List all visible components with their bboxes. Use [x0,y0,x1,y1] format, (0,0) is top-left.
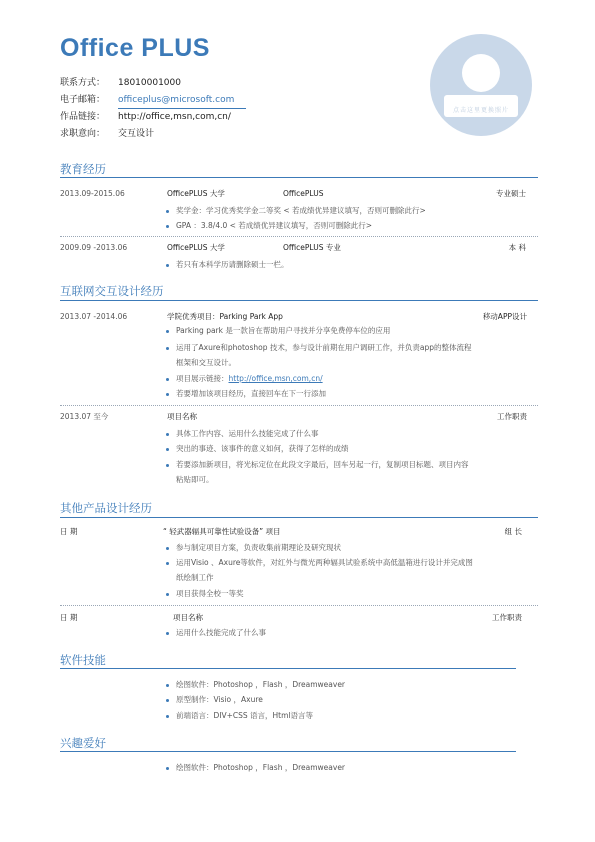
list-item: 绘图软件：Photoshop ，Flash ，Dreamweaver [166,763,345,773]
edu-major: OfficePLUS 专业 [283,243,341,252]
section-title-product: 其他产品设计经历 [60,501,152,515]
entry-divider [60,236,538,237]
list-item: 具体工作内容、运用什么技能完成了什么事 [166,429,319,439]
objective-value: 交互设计 [118,129,155,139]
email-underline [118,108,246,109]
edu-degree: 专业硕士 [496,189,526,198]
info-label: 作品链接： [60,112,106,122]
list-item: 原型制作：Visio ，Axure [166,695,263,705]
list-item: 项目获得全校一等奖 [166,589,244,599]
link-label: 项目展示链接： [176,374,229,383]
list-item-link [166,374,323,384]
list-item: 突出的事迹、该事件的意义如何，获得了怎样的成绩 [166,444,349,454]
project-role: 移动APP设计 [482,312,527,321]
avatar-head-icon [462,54,500,92]
info-row-portfolio [60,111,231,123]
info-label: 电子邮箱： [60,95,106,105]
info-label: 联系方式： [60,78,106,88]
section-title-skills: 软件技能 [60,653,106,667]
list-item: 若要添加新项目，将光标定位在此段文字最后，回车另起一行，复制项目标题、项目内容 [166,460,469,470]
section-title-education: 教育经历 [60,162,106,176]
portfolio-link[interactable]: http://office,msn,com,cn/ [118,112,231,122]
section-title-hobbies: 兴趣爱好 [60,736,106,750]
list-item-continuation: 粘贴即可。 [176,475,214,484]
edu-school: OfficePLUS 大学 [167,243,225,252]
project-name: 项目名称 [173,613,203,622]
project-date: 2013.07 至今 [60,412,109,421]
project-name: “ 轻武器辐具可靠性试验设备” 项目 [163,527,281,536]
project-role: 工作职责 [497,412,527,421]
list-item: 若只有本科学历请删除硕士一栏。 [166,260,289,270]
edu-major: OfficePLUS [283,189,324,198]
section-line [60,751,516,752]
entry-divider [60,405,538,406]
section-line [60,517,538,518]
project-name: 项目名称 [167,412,197,421]
section-line [60,300,538,301]
project-date: 日 期 [60,527,78,536]
section-title-interaction: 互联网交互设计经历 [60,284,164,298]
list-item: 参与制定项目方案，负责收集前期理论及研究现状 [166,543,341,553]
project-date: 2013.07 -2014.06 [60,312,128,321]
info-row-objective [60,128,154,140]
edu-date: 2013.09-2015.06 [60,189,125,198]
section-line [60,177,538,178]
avatar-caption: 点击这里更换照片 [452,107,509,114]
list-item: GPA ：3.8/4.0 < 若成绩优异建议填写，否则可删除此行> [166,221,372,231]
edu-school: OfficePLUS 大学 [167,189,225,198]
list-item-continuation: 框架和交互设计。 [176,358,236,367]
resume-name: Office PLUS [60,34,210,62]
list-item: 运用Visio 、Axure等软件，对红外与微光两种辐具试验系统中高低温箱进行设计并完成图 [166,558,473,568]
project-role: 组 长 [504,527,522,536]
list-item: 绘图软件：Photoshop ，Flash ，Dreamweaver [166,680,345,690]
phone-value: 18010001000 [118,78,181,88]
project-name: 学院优秀项目：Parking Park App [167,312,283,321]
avatar-photo-placeholder[interactable] [430,34,532,136]
info-row-email [60,94,234,106]
info-row-phone [60,77,181,89]
info-label: 求职意向： [60,129,106,139]
edu-date: 2009.09 -2013.06 [60,243,128,252]
section-line [60,668,516,669]
email-link[interactable]: officeplus@microsoft.com [118,95,235,105]
entry-divider [60,605,538,606]
project-role: 工作职责 [492,613,522,622]
project-date: 日 期 [60,613,78,622]
list-item: 运用了Axure和photoshop 技术，参与设计前期在用户调研工作，并负责app的整体流程 [166,343,472,353]
project-showcase-link[interactable]: http://office,msn,com,cn/ [228,374,323,383]
list-item-continuation: 纸绘制工作 [176,573,214,582]
list-item: 奖学金：学习优秀奖学金二等奖 < 若成绩优异建议填写，否则可删除此行> [166,206,426,216]
list-item: Parking park 是一款旨在帮助用户寻找并分享免费停车位的应用 [166,326,390,336]
list-item: 若要增加该项目经历，直接回车在下一行添加 [166,389,326,399]
list-item: 运用什么技能完成了什么事 [166,628,266,638]
edu-degree: 本 科 [508,243,526,252]
list-item: 前端语言：DIV+CSS 语言，Html语言等 [166,711,313,721]
